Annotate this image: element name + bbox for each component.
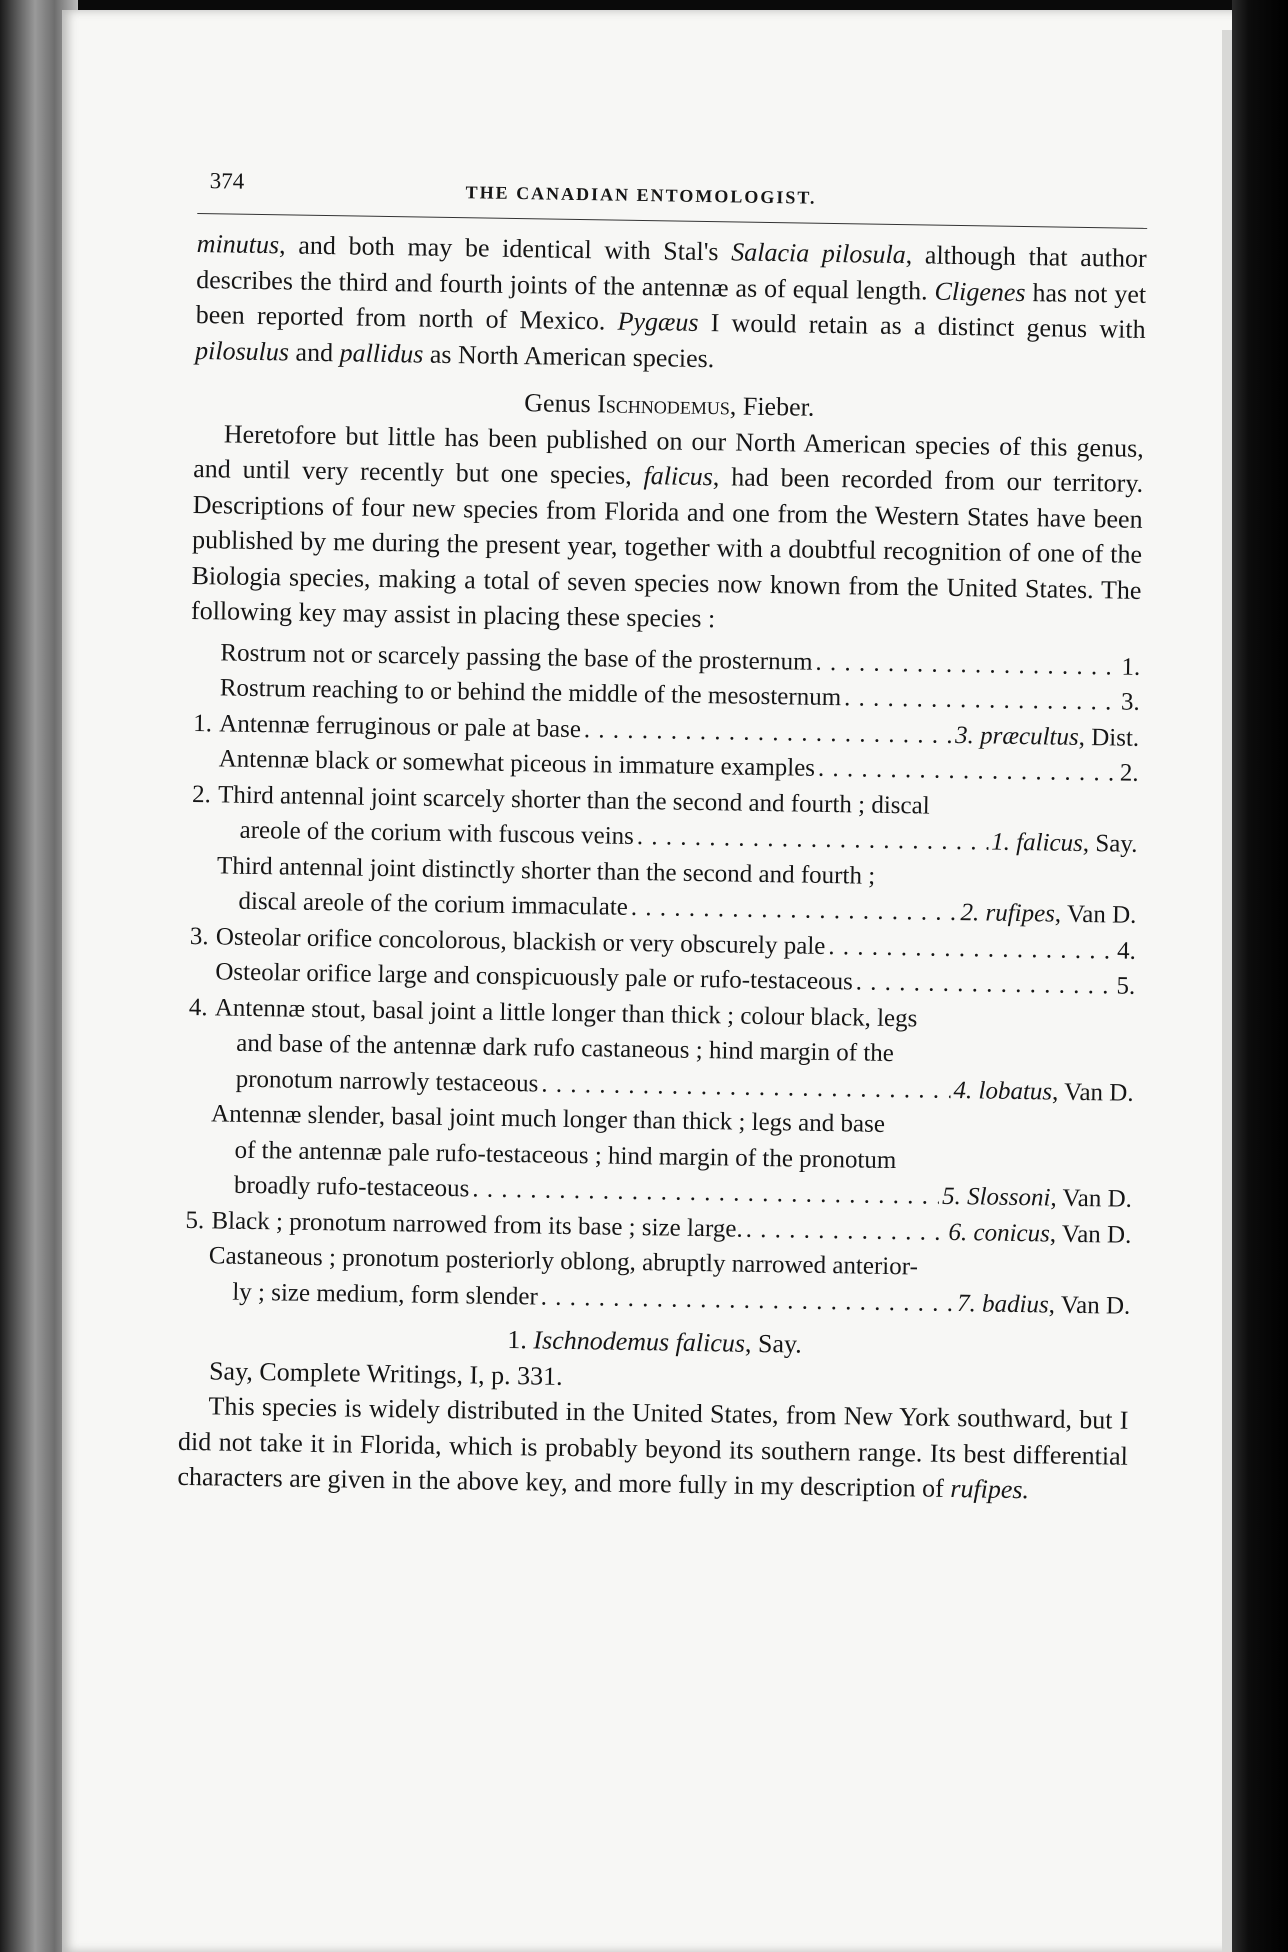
genus-paragraph — [191, 415, 1144, 643]
dot-leader — [745, 1211, 945, 1250]
key-target: 4. — [1116, 937, 1137, 965]
taxon-name: 4. lobatus — [953, 1076, 1053, 1106]
genus-name: Ischnodemus — [596, 389, 731, 421]
key-text: areole of the corium with fuscous veins — [239, 816, 635, 850]
taxon-name: 3. præcultus — [954, 721, 1079, 751]
key-target — [942, 1179, 1132, 1217]
key-text: Antennæ black or somewhat piceous in immature examples — [218, 745, 816, 782]
taxon-name: Pygæus — [617, 306, 699, 337]
key-text: Third antennal joint scarcely shorter than the second and fourth ; discal — [217, 780, 930, 820]
page-number: 374 — [209, 168, 245, 194]
text-run: Heretofore but little has been published on our North American species of this genus, and until very recently but one species, — [193, 418, 1144, 491]
key-text: Black ; pronotum narrowed from its base ; size large. — [211, 1206, 743, 1243]
key-number: 1. — [193, 709, 213, 737]
key-text: Antennæ slender, basal joint much longer than thick ; legs and base — [210, 1100, 886, 1138]
key-text: pronotum narrowly testaceous — [235, 1065, 539, 1097]
key-text: Third antennal joint distinctly shorter than the second and fourth ; — [216, 851, 876, 890]
taxon-name: Salacia pilosula — [731, 237, 906, 270]
key-text: Castaneous ; pronotum posteriorly oblong, abruptly narrowed anterior- — [208, 1242, 919, 1281]
key-number: 4. — [188, 993, 208, 1021]
text-run: , Say. — [744, 1328, 803, 1359]
text-run: , Van D. — [1051, 1078, 1134, 1107]
key-text: of the antennæ pale rufo-testaceous ; hind margin of the pronotum — [234, 1136, 897, 1174]
text-run: , Van D. — [1049, 1220, 1132, 1249]
text-run: , Van D. — [1048, 1291, 1131, 1320]
species-key — [180, 634, 1140, 1323]
key-text: Antennæ ferruginous or pale at base — [219, 709, 582, 743]
text-run: , and both may be identical with Stal's — [278, 230, 732, 267]
dot-leader — [541, 1279, 955, 1321]
text-run: , Fieber. — [729, 391, 815, 422]
species-number: 1. — [507, 1325, 534, 1355]
key-target — [953, 1072, 1134, 1110]
dot-leader — [584, 712, 953, 753]
dot-leader — [844, 680, 1118, 720]
key-target: 2. — [1119, 759, 1139, 787]
intro-paragraph — [195, 226, 1147, 383]
taxon-name: 1. falicus — [990, 828, 1084, 857]
key-text: Antennæ stout, basal joint a little longer than thick ; colour black, legs — [214, 993, 918, 1032]
taxon-name: pallidus — [339, 337, 424, 369]
text-run: and — [288, 336, 340, 367]
taxon-name: Ischnodemus falicus — [533, 1325, 746, 1358]
key-number: 3. — [189, 922, 209, 950]
key-target — [948, 1214, 1131, 1252]
scan-right-border — [1232, 0, 1288, 1952]
taxon-name: rufipes. — [950, 1473, 1030, 1505]
key-text: discal areole of the corium immaculate — [238, 887, 629, 921]
dot-leader — [828, 928, 1114, 968]
text-run: , Say. — [1082, 829, 1138, 858]
text-run: , although that author describes the third and fourth joints of the antennæ as of equal length. — [196, 240, 1147, 306]
key-target — [960, 895, 1136, 933]
dot-leader — [815, 644, 1119, 684]
text-run: , Van D. — [1050, 1184, 1133, 1213]
dot-leader — [631, 890, 958, 931]
running-title: THE CANADIAN ENTOMOLOGIST. — [465, 182, 817, 208]
text-run: as North American species. — [423, 339, 715, 373]
key-target — [957, 1286, 1131, 1324]
key-target — [991, 825, 1138, 863]
page-text — [177, 168, 1148, 1509]
text-run: has not yet been reported from north of Mexico. — [195, 277, 1147, 336]
taxon-name: pilosulus — [194, 335, 290, 366]
key-text: ly ; size medium, form slender — [232, 1278, 539, 1310]
text-run: This species is widely distributed in the United States, from New York southward, but I did not take it in Florida, which is probably beyond its southern range. Its best differential characters are given in the above key, and more fully in my description of — [177, 1391, 1129, 1503]
taxon-name: 2. rufipes — [960, 899, 1056, 928]
header-rule — [197, 213, 1147, 229]
taxon-name: 6. conicus — [948, 1218, 1051, 1248]
text-run: , Van D. — [1054, 900, 1137, 929]
text-run: Genus — [524, 388, 598, 419]
species-citation: Say, Complete Writings, I, p. 331. — [208, 1355, 563, 1391]
taxon-name: falicus — [643, 461, 714, 492]
taxon-name: minutus — [196, 228, 280, 260]
dot-leader — [856, 964, 1114, 1004]
key-target: 1. — [1121, 653, 1141, 681]
taxon-name: 7. badius — [956, 1289, 1049, 1319]
key-target — [955, 717, 1140, 755]
key-number: 5. — [185, 1206, 205, 1234]
species-paragraph — [177, 1388, 1129, 1509]
text-run: I would retain as a distinct genus with — [698, 307, 1146, 344]
key-target: 3. — [1120, 688, 1140, 716]
key-text: Rostrum not or scarcely passing the base of the prosternum — [220, 638, 813, 676]
dot-leader — [818, 751, 1117, 791]
dot-leader — [637, 819, 989, 860]
taxon-name: 5. Slossoni — [941, 1182, 1051, 1212]
taxon-name: Cligenes — [934, 276, 1026, 307]
key-text: Rostrum reaching to or behind the middle of the mesosternum — [219, 674, 842, 712]
key-target: 5. — [1116, 972, 1136, 1000]
key-text: broadly rufo-testaceous — [233, 1171, 470, 1203]
text-run: , had been recorded from our territory. Descriptions of four new species from Florida and one from the Western States have been published by me during the present year, together with a doubtful recognition of one of the Biologia species, making a total of seven species now known from the United States. The following key may assist in placing these species : — [190, 462, 1144, 634]
key-number: 2. — [191, 780, 212, 808]
key-text: Osteolar orifice concolorous, blackish or very obscurely pale — [215, 922, 826, 960]
key-text: and base of the antennæ dark rufo castaneous ; hind margin of the — [236, 1029, 895, 1068]
text-run: , Dist. — [1078, 723, 1140, 752]
key-text: Osteolar orifice large and conspicuously pale or rufo-testaceous — [215, 958, 854, 996]
